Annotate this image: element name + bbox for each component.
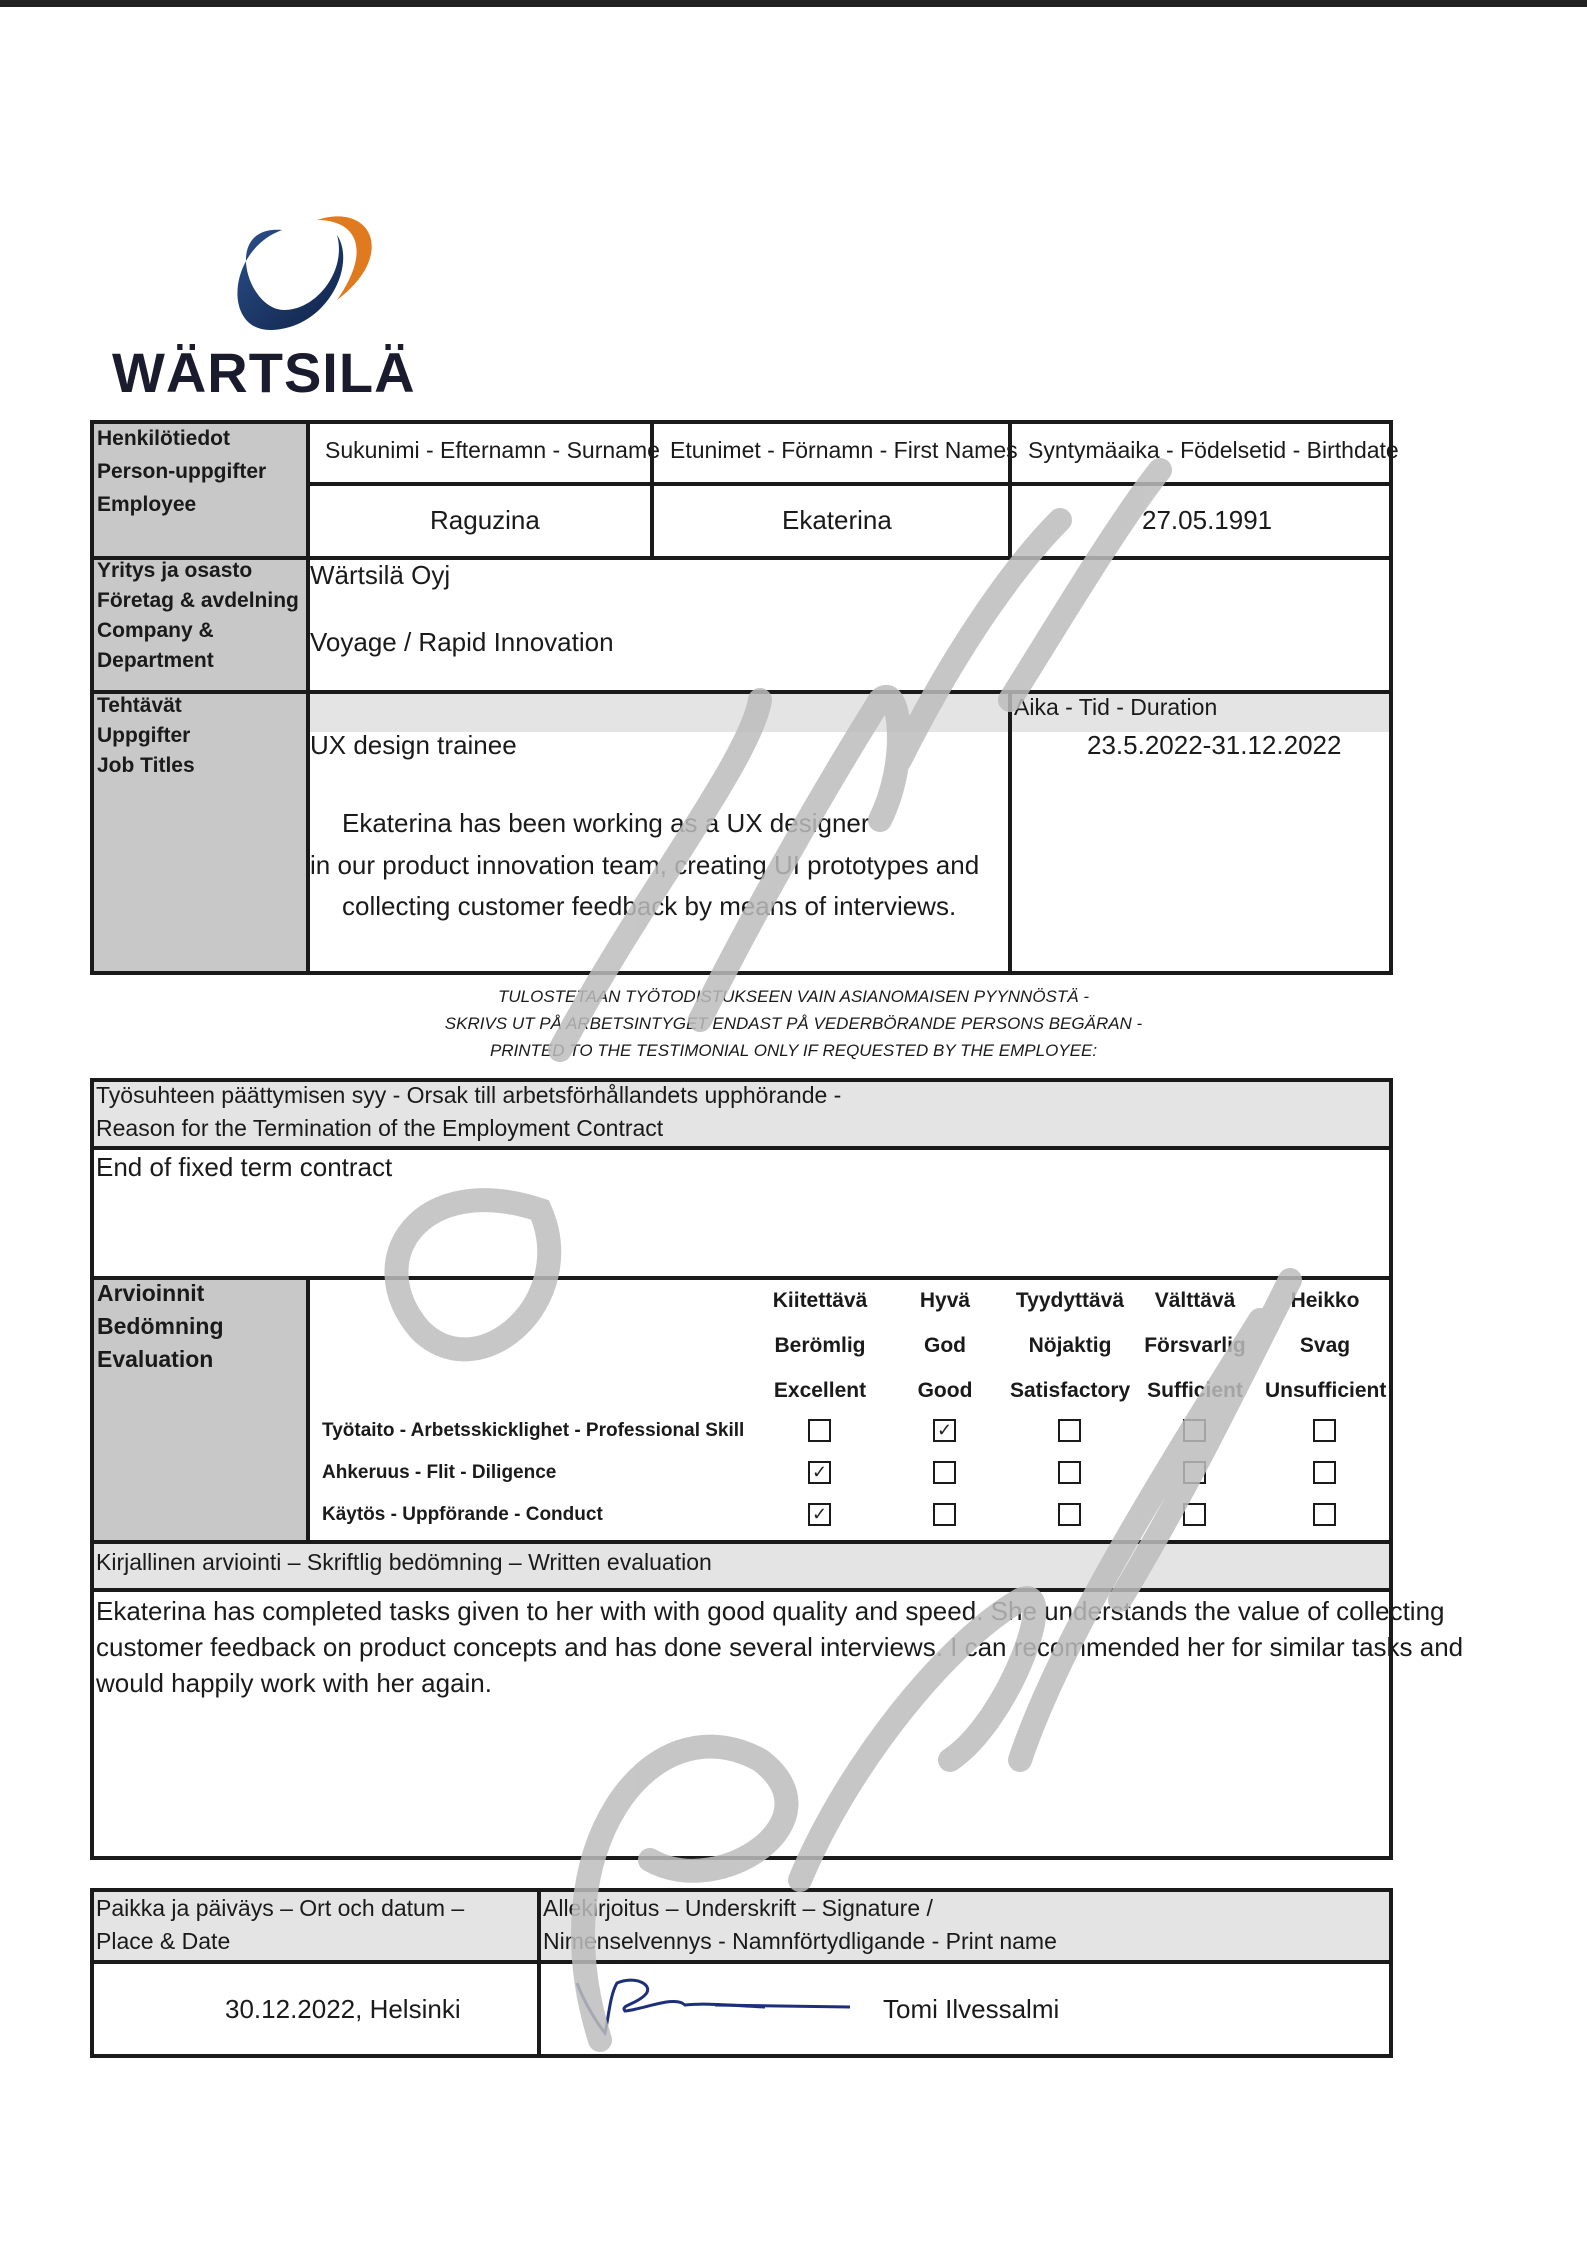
job-header-fi: Tehtävät bbox=[97, 694, 182, 717]
job-title: UX design trainee bbox=[310, 730, 517, 760]
job-header-sv: Uppgifter bbox=[97, 724, 191, 747]
evaluation-row-label: Työtaito - Arbetsskicklighet - Professional Skill bbox=[322, 1420, 745, 1441]
job-description-line: collecting customer feedback by means of interviews. bbox=[342, 891, 957, 921]
evaluation-checkbox[interactable]: ✓ bbox=[808, 1461, 831, 1484]
evaluation-column-label: Försvarlig bbox=[1144, 1334, 1246, 1357]
department-name: Voyage / Rapid Innovation bbox=[310, 627, 614, 657]
evaluation-column-label: Heikko bbox=[1290, 1289, 1360, 1312]
evaluation-column-label: God bbox=[924, 1334, 966, 1357]
evaluation-checkbox[interactable] bbox=[1313, 1419, 1336, 1442]
evaluation-checkbox[interactable] bbox=[1058, 1419, 1081, 1442]
duration-label: Aika - Tid - Duration bbox=[1014, 694, 1218, 720]
termination-header-line: Reason for the Termination of the Employment Contract bbox=[96, 1115, 664, 1141]
evaluation-checkbox[interactable]: ✓ bbox=[933, 1419, 956, 1442]
duration-value: 23.5.2022-31.12.2022 bbox=[1087, 730, 1342, 760]
company-name: Wärtsilä Oyj bbox=[310, 560, 451, 590]
first-names-value: Ekaterina bbox=[782, 505, 892, 535]
written-header: Kirjallinen arviointi – Skriftlig bedömning – Written evaluation bbox=[96, 1549, 712, 1575]
evaluation-header-fi: Arvioinnit bbox=[97, 1280, 205, 1306]
written-line: customer feedback on product concepts and has done several interviews. I can recommended her for similar tasks and bbox=[96, 1632, 1464, 1662]
company-logo-text: WÄRTSILÄ bbox=[112, 341, 416, 404]
termination-reason: End of fixed term contract bbox=[96, 1152, 393, 1182]
evaluation-checkbox[interactable] bbox=[933, 1461, 956, 1484]
evaluation-checkbox[interactable] bbox=[1183, 1461, 1206, 1484]
notice-line-en: PRINTED TO THE TESTIMONIAL ONLY IF REQUESTED BY THE EMPLOYEE: bbox=[489, 1041, 1098, 1060]
evaluation-checkbox[interactable] bbox=[1058, 1461, 1081, 1484]
evaluation-checkbox[interactable] bbox=[808, 1419, 831, 1442]
first-names-label: Etunimet - Förnamn - First Names bbox=[670, 437, 1018, 463]
evaluation-checkbox[interactable] bbox=[1058, 1503, 1081, 1526]
company-header-en: Company & bbox=[97, 619, 214, 642]
evaluation-checkbox[interactable] bbox=[1313, 1503, 1336, 1526]
birthdate-label: Syntymäaika - Födelsetid - Birthdate bbox=[1028, 437, 1399, 463]
termination-header-line: Työsuhteen päättymisen syy - Orsak till arbetsförhållandets upphörande - bbox=[96, 1082, 842, 1108]
employee-header-en: Employee bbox=[97, 493, 197, 516]
job-description-line: Ekaterina has been working as a UX designer bbox=[342, 808, 870, 838]
birthdate-value: 27.05.1991 bbox=[1142, 505, 1273, 535]
evaluation-column-label: Kiitettävä bbox=[772, 1289, 868, 1312]
evaluation-row-label: Ahkeruus - Flit - Diligence bbox=[322, 1462, 557, 1483]
surname-value: Raguzina bbox=[430, 505, 540, 535]
sign-header: Nimenselvennys - Namnförtydligande - Print name bbox=[543, 1928, 1057, 1954]
evaluation-checkbox[interactable] bbox=[933, 1503, 956, 1526]
written-line: Ekaterina has completed tasks given to her with with good quality and speed. She understands the value of collecting bbox=[96, 1596, 1445, 1626]
notice-line-fi: TULOSTETAAN TYÖTODISTUKSEEN VAIN ASIANOMAISEN PYYNNÖSTÄ - bbox=[497, 987, 1089, 1006]
evaluation-column-label: Excellent bbox=[773, 1379, 867, 1402]
employee-header-fi: Henkilötiedot bbox=[97, 427, 231, 450]
divider bbox=[306, 482, 1393, 486]
evaluation-column-label: Unsufficient bbox=[1265, 1379, 1387, 1402]
job-top-band bbox=[310, 694, 1389, 732]
company-header-fi: Yritys ja osasto bbox=[97, 559, 253, 582]
notice-line-sv: SKRIVS UT PÅ ARBETSINTYGET ENDAST PÅ VEDERBÖRANDE PERSONS BEGÄRAN - bbox=[444, 1014, 1143, 1033]
company-header-en-2: Department bbox=[97, 649, 214, 672]
job-header-en: Job Titles bbox=[97, 754, 195, 777]
evaluation-checkbox[interactable] bbox=[1183, 1503, 1206, 1526]
evaluation-column-label: Good bbox=[917, 1379, 973, 1402]
print-name: Tomi Ilvessalmi bbox=[883, 1994, 1060, 2024]
divider bbox=[1008, 690, 1012, 975]
place-header: Paikka ja päiväys – Ort och datum – bbox=[96, 1895, 465, 1921]
job-description-line: in our product innovation team, creating UI prototypes and bbox=[310, 850, 980, 880]
evaluation-row-label: Käytös - Uppförande - Conduct bbox=[322, 1504, 603, 1525]
evaluation-column-label: Satisfactory bbox=[1010, 1379, 1131, 1402]
place-date: 30.12.2022, Helsinki bbox=[225, 1994, 461, 2024]
company-header-sv: Företag & avdelning bbox=[97, 589, 299, 612]
evaluation-column-label: Välttävä bbox=[1154, 1289, 1236, 1312]
sign-header: Allekirjoitus – Underskrift – Signature / bbox=[543, 1895, 933, 1921]
evaluation-column-label: Nöjaktig bbox=[1028, 1334, 1112, 1357]
evaluation-column-label: Hyvä bbox=[919, 1289, 971, 1312]
scan-top-edge bbox=[0, 0, 1587, 7]
evaluation-checkbox[interactable] bbox=[1183, 1419, 1206, 1442]
evaluation-column-label: Tyydyttävä bbox=[1015, 1289, 1125, 1312]
handwritten-signature-icon bbox=[565, 1965, 865, 2045]
written-line: would happily work with her again. bbox=[96, 1668, 492, 1698]
evaluation-header-en: Evaluation bbox=[97, 1346, 214, 1372]
employee-header-sv: Person-uppgifter bbox=[97, 460, 267, 483]
evaluation-column-label: Berömlig bbox=[774, 1334, 866, 1357]
evaluation-checkbox[interactable]: ✓ bbox=[808, 1503, 831, 1526]
divider bbox=[537, 1888, 541, 2058]
place-header: Place & Date bbox=[96, 1928, 231, 1954]
evaluation-header-sv: Bedömning bbox=[97, 1313, 224, 1339]
evaluation-checkbox[interactable] bbox=[1313, 1461, 1336, 1484]
evaluation-column-label: Sufficient bbox=[1147, 1379, 1243, 1402]
evaluation-column-label: Svag bbox=[1299, 1334, 1351, 1357]
surname-label: Sukunimi - Efternamn - Surname bbox=[325, 437, 660, 463]
